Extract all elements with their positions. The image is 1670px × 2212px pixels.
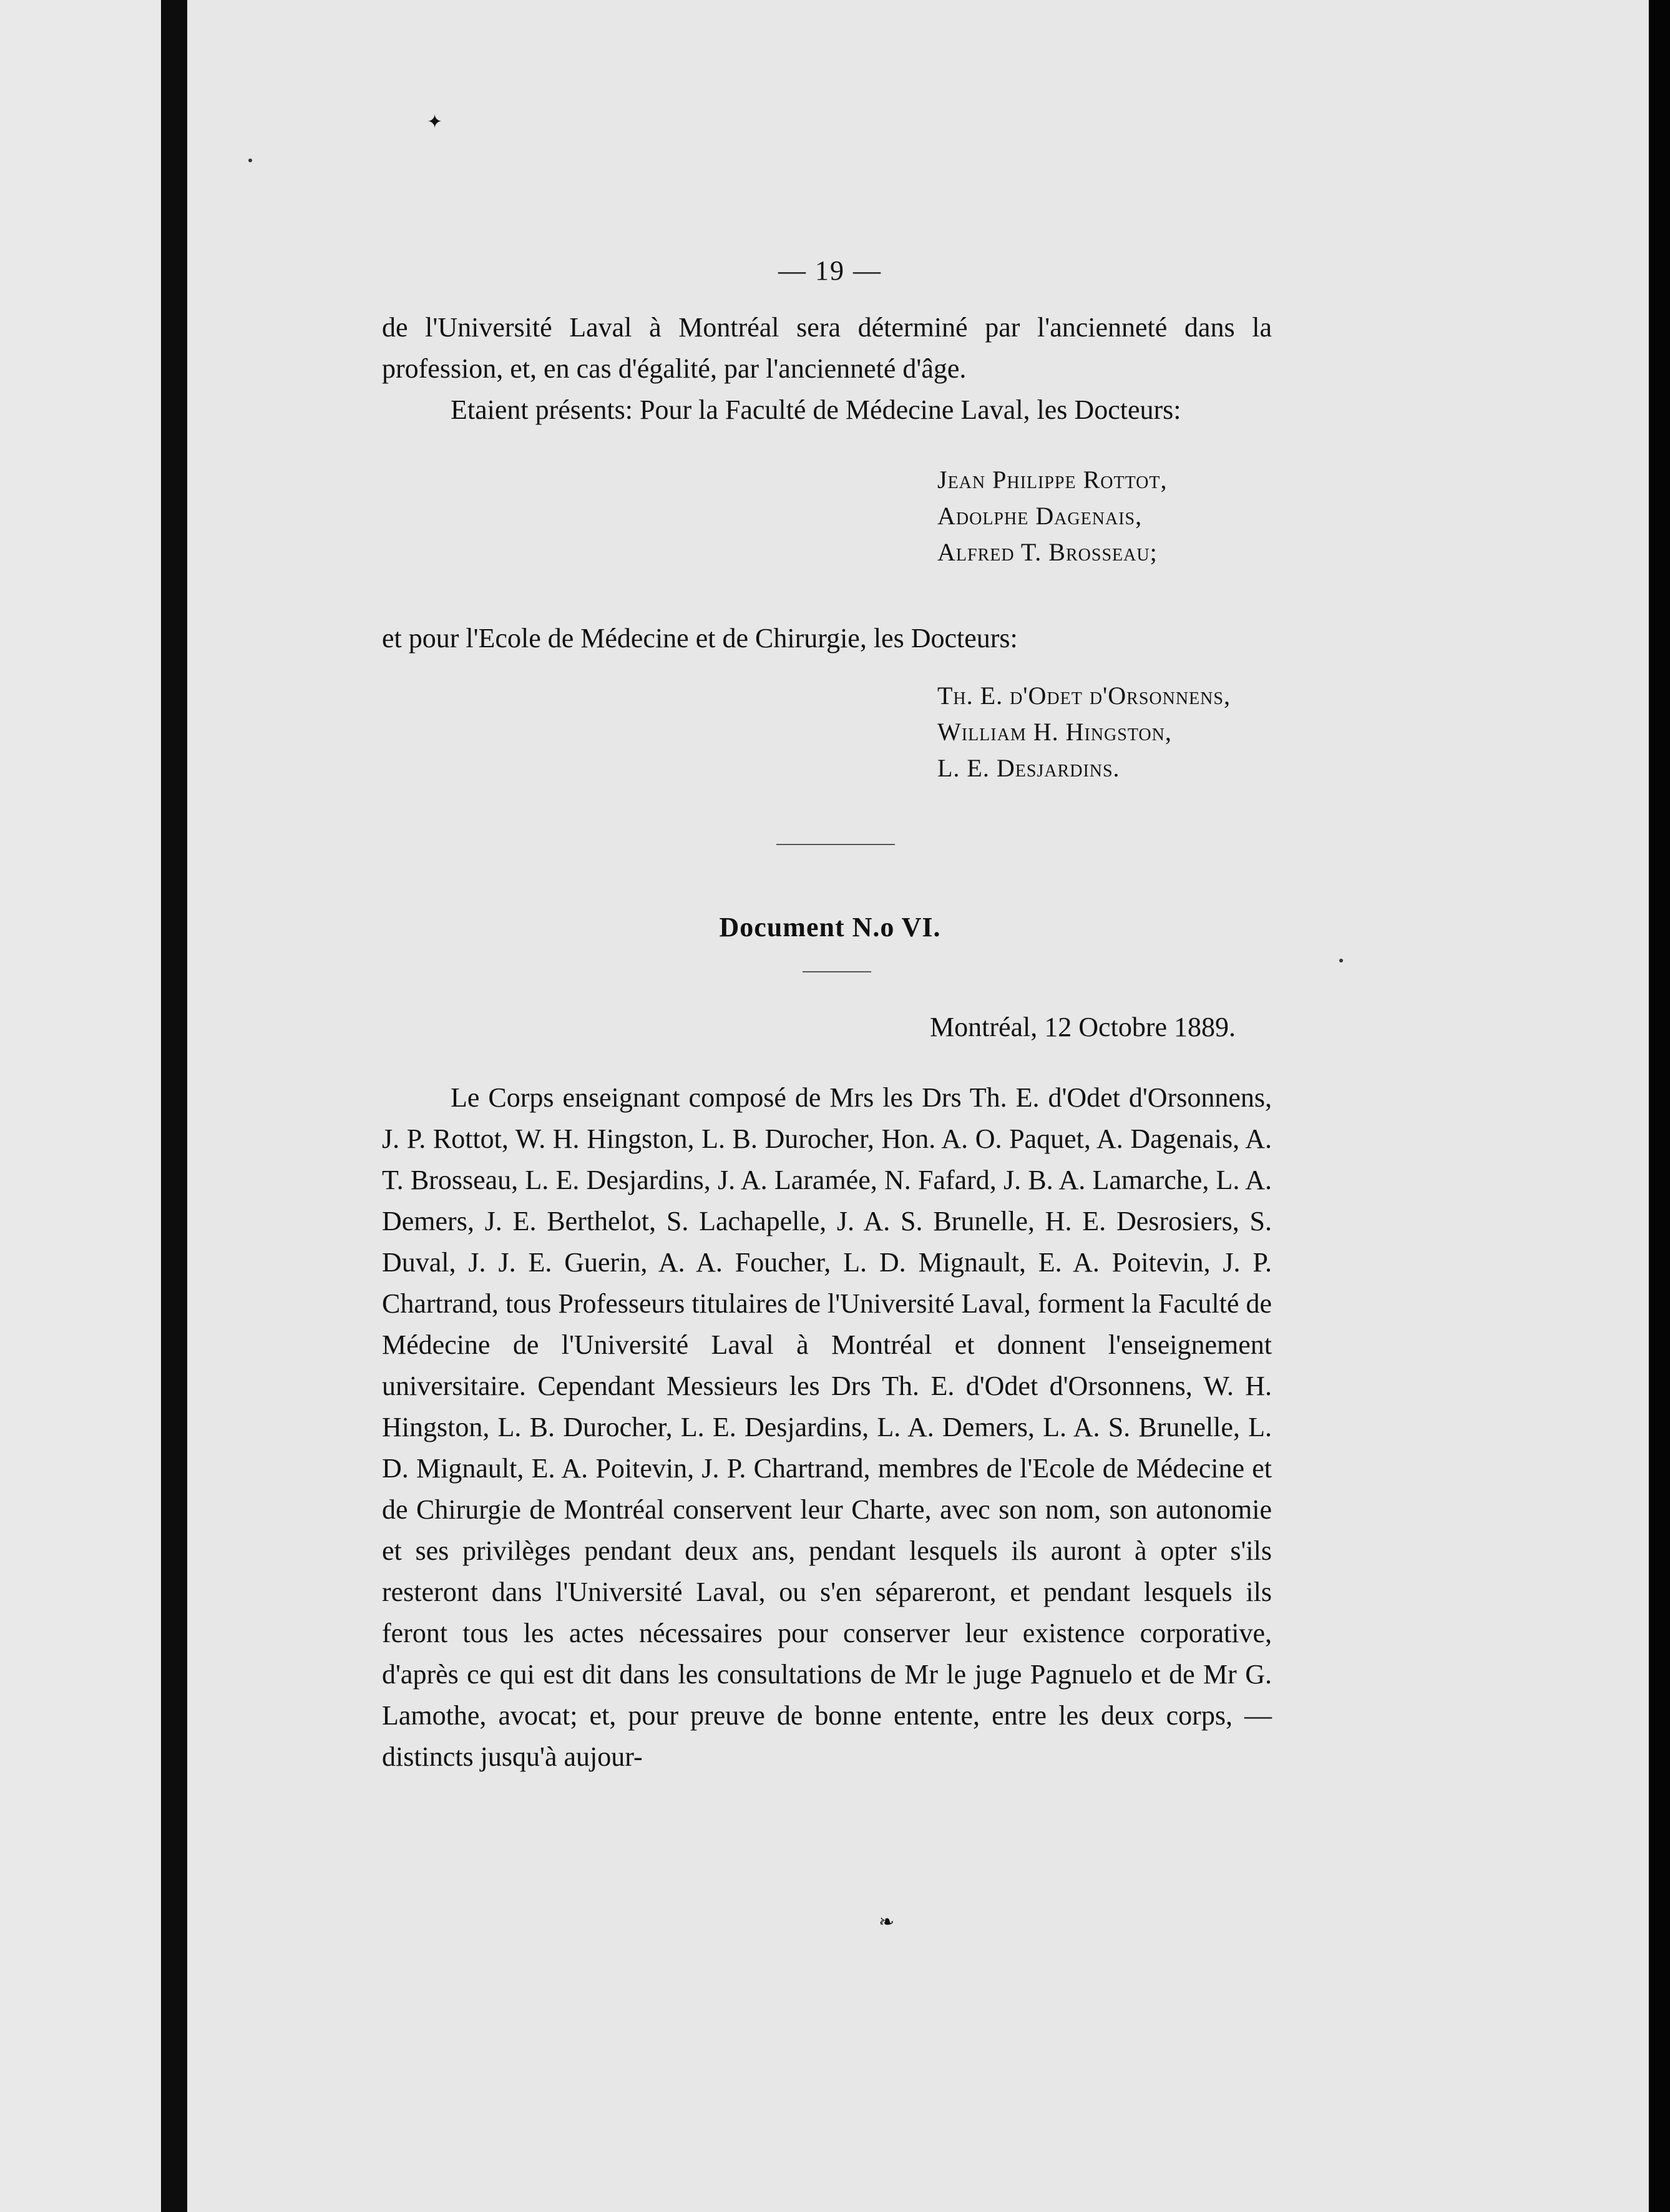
ecole-line: et pour l'Ecole de Médecine et de Chirurgie, les Docteurs:: [382, 623, 1018, 653]
body-paragraph: Le Corps enseignant composé de Mrs les Drs Th. E. d'Odet d'Orsonnens, J. P. Rottot, W. H. Hingston, L. B. Durocher, Hon. A. O. Paquet, A. Dagenais, A. T. Brosseau, L. E. Desjardins, J. A. Laramée, N. Fafard, J. B. A. Lamarche, L. A. Demers, J. E. Berthelot, S. Lachapelle, J. A. S. Brunelle, H. E. Desrosiers, S. Duval, J. J. E. Guerin, A. A. Foucher, L. D. Mignault, E. A. Poitevin, J. P. Chartrand, tous Professeurs titulaires de l'Université Laval, forment la Faculté de Médecine de l'Université Laval à Montréal et donnent l'enseignement universitaire. Cependant Messieurs les Drs Th. E. d'Odet d'Orsonnens, W. H. Hingston, L. B. Durocher, L. E. Desjardins, L. A. Demers, L. A. S. Brunelle, L. D. Mignault, E. A. Poitevin, J. P. Chartrand, membres de l'Ecole de Médecine et de Chirurgie de Montréal conservent leur Charte, avec son nom, son autonomie et ses privilèges pendant deux ans, pendant lesquels ils auront à opter s'ils resteront dans l'Université Laval, ou s'en sépareront, et pendant lesquels ils feront tous les actes nécessaires pour conserver leur existence corporative, d'après ce qui est dit dans les consultations de Mr le juge Pagnuelo et de Mr G. Lamothe, avocat; et, pour preuve de bonne entente, entre les deux corps, — distincts jusqu'à aujour-: [382, 1082, 1272, 1772]
signatory-name: Th. E. d'Odet d'Orsonnens,: [937, 682, 1231, 710]
faculty-signatories: [937, 462, 1168, 570]
page-number: — 19 —: [778, 255, 882, 286]
top-paragraph-block: [382, 307, 1272, 431]
page-speck: [248, 159, 252, 162]
heading-underline: [803, 971, 871, 972]
facing-page-edge: [0, 0, 161, 2212]
document-heading: Document N.o VI.: [719, 912, 941, 942]
ecole-signatories: [937, 678, 1231, 786]
page-speck: [1339, 959, 1343, 962]
ecole-line-block: [382, 618, 1272, 659]
signatory-name: William H. Hingston,: [937, 718, 1172, 746]
section-divider: [776, 844, 895, 845]
signatory-name: Adolphe Dagenais,: [937, 502, 1143, 530]
present-paragraph: Etaient présents: Pour la Faculté de Médecine Laval, les Docteurs:: [451, 394, 1181, 425]
ornament-mark: ✦: [427, 112, 443, 132]
signatory-name: L. E. Desjardins.: [937, 754, 1120, 782]
continuation-paragraph: de l'Université Laval à Montréal sera déterminé par l'ancienneté dans la profession, et, en cas d'égalité, par l'ancienneté d'âge.: [382, 312, 1272, 384]
book-gutter: [161, 0, 187, 2212]
scan-border: [1649, 0, 1670, 2212]
dateline: Montréal, 12 Octobre 1889.: [930, 1012, 1236, 1042]
body-paragraph-block: [382, 1077, 1272, 1778]
ornament-mark: ❧: [879, 1912, 895, 1932]
signatory-name: Alfred T. Brosseau;: [937, 538, 1158, 566]
signatory-name: Jean Philippe Rottot,: [937, 466, 1168, 494]
